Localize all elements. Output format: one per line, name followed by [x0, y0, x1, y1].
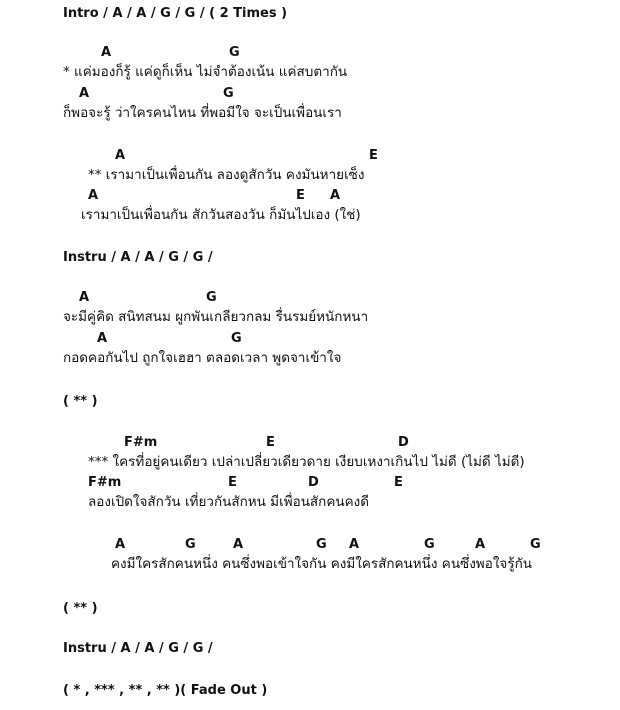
chord: E	[228, 475, 237, 490]
lyric-line: จะมีคู่คิด สนิทสนม ผูกพันเกลียวกลม รื่นรมย์หนักหนา	[63, 309, 369, 325]
intro-line: Intro / A / A / G / G / ( 2 Times )	[63, 6, 288, 21]
lyric-line: คงมีใครสักคนหนึ่ง คนซึ่งพอเข้าใจกัน คงมีใครสักคนหนึ่ง คนซึ่งพอใจรู้กัน	[111, 556, 532, 572]
chord: G	[231, 331, 242, 346]
chord: A	[115, 537, 126, 552]
chord: A	[475, 537, 486, 552]
lyric-line: ลองเปิดใจสักวัน เที่ยวกันสักหน มีเพื่อนสักคนคงดี	[88, 494, 369, 510]
chord: A	[233, 537, 244, 552]
chord: A	[101, 45, 112, 60]
chord: G	[530, 537, 541, 552]
chord: G	[229, 45, 240, 60]
chord: F#m	[124, 435, 158, 450]
lyric-line: ก็พอจะรู้ ว่าใครคนไหน ที่พอมีใจ จะเป็นเพื่อนเรา	[63, 105, 342, 121]
chord: A	[97, 331, 108, 346]
chord: G	[223, 86, 234, 101]
repeat-marker: ( ** )	[63, 394, 98, 409]
instrumental-line: Instru / A / A / G / G /	[63, 250, 213, 265]
instrumental-line: Instru / A / A / G / G /	[63, 641, 213, 656]
chord: A	[88, 188, 99, 203]
chord: E	[296, 188, 305, 203]
chord: G	[206, 290, 217, 305]
chord: G	[424, 537, 435, 552]
chord: A	[79, 86, 90, 101]
chord: G	[316, 537, 327, 552]
lyric-line: กอดคอกันไป ถูกใจเฮฮา ตลอดเวลา พูดจาเข้าใจ	[63, 350, 342, 366]
chord: F#m	[88, 475, 122, 490]
chord: E	[266, 435, 275, 450]
chord: A	[349, 537, 360, 552]
chord: D	[308, 475, 319, 490]
repeat-marker: ( ** )	[63, 601, 98, 616]
chord: E	[369, 148, 378, 163]
chord: A	[115, 148, 126, 163]
lyric-line: เรามาเป็นเพื่อนกัน สักวันสองวัน ก็มันไปเอง (ใช่)	[81, 207, 361, 223]
chord: A	[330, 188, 341, 203]
chord: D	[398, 435, 409, 450]
lyric-line: ** เรามาเป็นเพื่อนกัน ลองดูสักวัน คงมันหายเซ็ง	[88, 167, 365, 183]
lyric-line: * แค่มองก็รู้ แค่ดูก็เห็น ไม่จำต้องเน้น แค่สบตากัน	[63, 64, 348, 80]
lyric-line: *** ใครที่อยู่คนเดียว เปล่าเปลี่ยวเดียวดาย เงียบเหงาเกินไป ไม่ดี (ไม่ดี ไม่ดี)	[88, 454, 525, 470]
outro-line: ( * , *** , ** , ** )( Fade Out )	[63, 683, 268, 698]
chord: G	[185, 537, 196, 552]
chord: E	[394, 475, 403, 490]
chord: A	[79, 290, 90, 305]
